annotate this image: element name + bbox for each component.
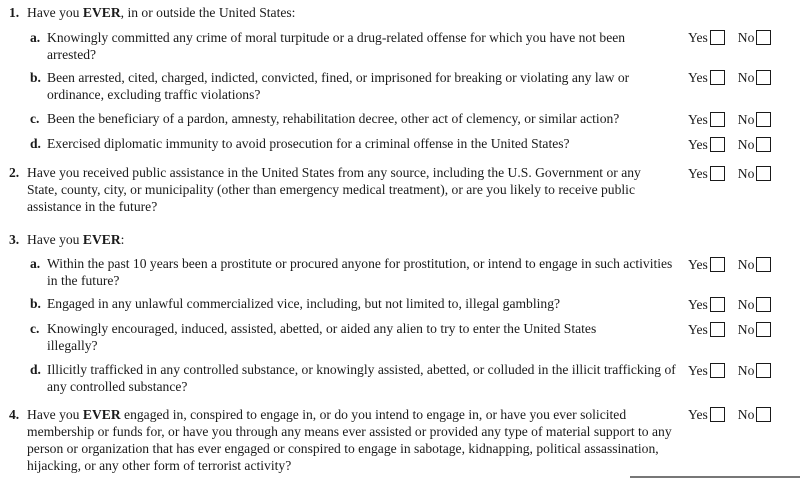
question-text: Have you EVER, in or outside the United States:	[27, 5, 296, 20]
item-text: Been arrested, cited, charged, indicted, convicted, fined, or imprisoned for breaking or violating any law or ordinance, excluding traffic violations?	[47, 70, 630, 102]
no-label: No	[737, 321, 755, 337]
question-text: Have you EVER engaged in, conspired to engage in, or do you intend to engage in, or have you ever solicited membership or funds for, or have you through any means ever assisted or provided any type of material support to any person or organization that has ever engaged or conspired to engage in sabotage, kidnapping, political assassination, hijacking, or any other form of terrorist activity?	[27, 407, 672, 473]
yes-label: Yes	[688, 111, 708, 127]
yes-checkbox[interactable]	[710, 70, 725, 85]
no-checkbox[interactable]	[756, 166, 771, 181]
no-label: No	[737, 165, 755, 181]
yes-checkbox[interactable]	[710, 30, 725, 45]
no-checkbox[interactable]	[756, 112, 771, 127]
item-text: Exercised diplomatic immunity to avoid prosecution for a criminal offense in the United States?	[47, 136, 570, 151]
yes-no-group	[688, 320, 771, 338]
question-number: 2.	[9, 165, 20, 180]
yes-no-group	[688, 135, 771, 153]
item-letter: a.	[30, 256, 41, 271]
question-number: 1.	[9, 5, 20, 20]
yes-checkbox[interactable]	[710, 322, 725, 337]
yes-no-group	[688, 255, 771, 273]
no-label: No	[737, 29, 755, 45]
yes-no-group	[688, 68, 771, 86]
yes-checkbox[interactable]	[710, 407, 725, 422]
item-letter: b.	[30, 70, 41, 85]
yes-checkbox[interactable]	[710, 112, 725, 127]
no-checkbox[interactable]	[756, 322, 771, 337]
no-checkbox[interactable]	[756, 257, 771, 272]
item-text: Knowingly committed any crime of moral turpitude or a drug-related offense for which you have not been arrested?	[47, 30, 626, 62]
item-text: Within the past 10 years been a prostitute or procured anyone for prostitution, or intend to engage in such activities in the future?	[47, 256, 673, 288]
yes-no-group	[688, 361, 771, 379]
no-label: No	[737, 111, 755, 127]
yes-label: Yes	[688, 69, 708, 85]
no-checkbox[interactable]	[756, 407, 771, 422]
no-label: No	[737, 69, 755, 85]
item-text: Knowingly encouraged, induced, assisted, abetted, or aided any alien to try to enter the United States illegally?	[47, 321, 597, 353]
item-letter: d.	[30, 362, 41, 377]
yes-no-group	[688, 405, 771, 423]
question-number: 4.	[9, 407, 20, 422]
question-number: 3.	[9, 232, 20, 247]
no-label: No	[737, 256, 755, 272]
no-label: No	[737, 406, 755, 422]
item-letter: d.	[30, 136, 41, 151]
yes-checkbox[interactable]	[710, 257, 725, 272]
no-label: No	[737, 362, 755, 378]
no-checkbox[interactable]	[756, 30, 771, 45]
yes-checkbox[interactable]	[710, 363, 725, 378]
yes-checkbox[interactable]	[710, 137, 725, 152]
no-checkbox[interactable]	[756, 70, 771, 85]
yes-label: Yes	[688, 136, 708, 152]
item-letter: c.	[30, 111, 40, 126]
yes-label: Yes	[688, 406, 708, 422]
yes-checkbox[interactable]	[710, 166, 725, 181]
question-text: Have you received public assistance in the United States from any source, including the U.S. Government or any State, county, city, or municipality (other than emergency medical treatment), or are you likely to receive public assistance in the future?	[27, 165, 641, 214]
no-checkbox[interactable]	[756, 137, 771, 152]
yes-label: Yes	[688, 256, 708, 272]
no-label: No	[737, 136, 755, 152]
item-letter: a.	[30, 30, 41, 45]
yes-label: Yes	[688, 165, 708, 181]
yes-no-group	[688, 110, 771, 128]
yes-no-group	[688, 164, 771, 182]
yes-checkbox[interactable]	[710, 297, 725, 312]
yes-no-group	[688, 295, 771, 313]
question-text: Have you EVER:	[27, 232, 125, 247]
item-text: Engaged in any unlawful commercialized vice, including, but not limited to, illegal gambling?	[47, 296, 561, 311]
yes-label: Yes	[688, 321, 708, 337]
yes-label: Yes	[688, 362, 708, 378]
item-text: Illicitly trafficked in any controlled substance, or knowingly assisted, abetted, or colluded in the illicit trafficking of any controlled substance?	[47, 362, 676, 394]
no-label: No	[737, 296, 755, 312]
yes-label: Yes	[688, 29, 708, 45]
yes-label: Yes	[688, 296, 708, 312]
yes-no-group	[688, 28, 771, 46]
item-letter: b.	[30, 296, 41, 311]
no-checkbox[interactable]	[756, 297, 771, 312]
no-checkbox[interactable]	[756, 363, 771, 378]
item-letter: c.	[30, 321, 40, 336]
item-text: Been the beneficiary of a pardon, amnesty, rehabilitation decree, other act of clemency, or similar action?	[47, 111, 620, 126]
